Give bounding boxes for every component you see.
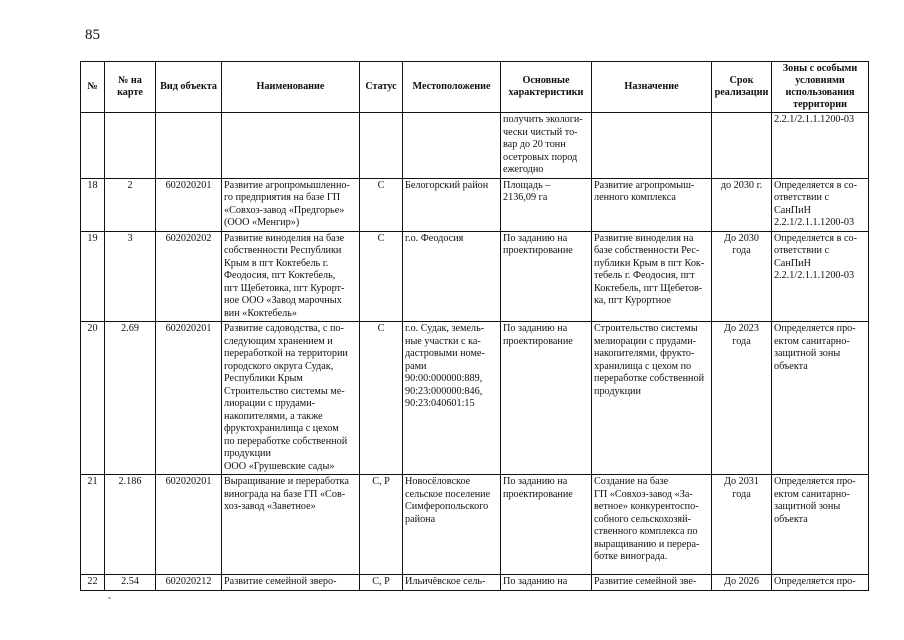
cell-map-number <box>105 178 156 231</box>
cell-name <box>222 322 360 475</box>
header-location: Местоположение <box>403 62 501 113</box>
cell-term-text: До 2030 года <box>724 232 759 256</box>
header-name: Наименование <box>222 62 360 113</box>
cell-term-text: до 2030 г. <box>720 179 763 191</box>
cell-purpose <box>592 231 712 322</box>
cell-number-text: 21 <box>87 476 98 487</box>
cell-characteristics <box>501 178 592 231</box>
cell-map-number <box>105 322 156 475</box>
cell-name <box>222 575 360 591</box>
cell-number-text: 19 <box>87 232 98 244</box>
cell-map-number-text: 2.186 <box>118 476 142 487</box>
cell-zones <box>772 475 869 575</box>
table-row <box>81 575 869 591</box>
cell-purpose-text: Строительство системы мелиорации с прудами- накопителями, фрукто- хранилища с цехом по переработке собственной продукции <box>594 323 705 397</box>
header-status: Статус <box>360 62 403 113</box>
cell-location-text: г.о. Судак, земель- ные участки с ка- дастровыми номе- рами 90:00:000000:889, 90:23:000000:846, 90:23:040601:15 <box>405 323 485 409</box>
cell-object-type <box>156 178 222 231</box>
cell-number <box>81 113 105 179</box>
cell-location <box>403 178 501 231</box>
cell-purpose <box>592 475 712 575</box>
cell-name-text: Развитие садоводства, с по- следующим хранением и переработкой на территории городского округа Судак, Республики Крым Строительство системы ме- лиорации с прудами- накопителями, а также фруктохранилища с цехом по переработке собственной продукции ООО «Грушевские сады» <box>224 323 348 472</box>
cell-object-type <box>156 475 222 575</box>
cell-object-type <box>156 575 222 591</box>
cell-characteristics <box>501 113 592 179</box>
table-body <box>81 113 869 591</box>
cell-zones <box>772 575 869 591</box>
table-row <box>81 475 869 575</box>
cell-number <box>81 322 105 475</box>
cell-purpose <box>592 575 712 591</box>
cell-term <box>712 178 772 231</box>
cell-name-text: Выращивание и переработка винограда на базе ГП «Сов- хоз-завод «Заветное» <box>224 476 349 512</box>
cell-characteristics-text: По заданию на <box>503 576 568 587</box>
cell-object-type-text: 602020212 <box>165 576 212 587</box>
cell-purpose <box>592 113 712 179</box>
cell-characteristics-text: Площадь – 2136,09 га <box>503 179 551 203</box>
cell-number-text: 18 <box>87 179 98 191</box>
cell-characteristics-text: получить экологи- чески чистый то- вар до 20 тонн осетровых пород ежегодно <box>503 114 583 175</box>
cell-location-text: Новосёловское сельское поселение Симферопольского района <box>405 476 491 525</box>
cell-purpose-text: Развитие семейной зве- <box>594 576 697 587</box>
cell-term <box>712 575 772 591</box>
cell-map-number <box>105 231 156 322</box>
cell-status-text: С <box>377 232 385 244</box>
cell-characteristics <box>501 231 592 322</box>
cell-characteristics <box>501 322 592 475</box>
cell-status-text: С, Р <box>372 576 390 587</box>
cell-purpose <box>592 178 712 231</box>
cell-status-text: С, Р <box>372 476 390 487</box>
cell-zones <box>772 231 869 322</box>
cell-characteristics-text: По заданию на проектирование <box>503 232 573 256</box>
objects-table <box>80 61 869 591</box>
cell-location <box>403 475 501 575</box>
cell-map-number-text: 2.69 <box>121 323 139 334</box>
table-header-row <box>81 62 869 113</box>
table-row <box>81 322 869 475</box>
cell-characteristics <box>501 475 592 575</box>
cell-status <box>360 113 403 179</box>
cell-location <box>403 231 501 322</box>
cell-name <box>222 475 360 575</box>
cell-status <box>360 178 403 231</box>
cell-name-text: Развитие виноделия на базе собственности Республики Крым в пгт Коктебель г. Феодосия, пгт Коктебель, пгт Щебетовка, пгт Курорт- ное ООО «Завод марочных вин «Коктебель» <box>224 232 345 319</box>
cell-zones <box>772 178 869 231</box>
cell-number <box>81 475 105 575</box>
cell-number-text: 22 <box>87 576 98 587</box>
cell-location <box>403 322 501 475</box>
cell-map-number-text: 2 <box>127 179 133 191</box>
header-characteristics: Основные характеристики <box>501 62 592 113</box>
cell-location-text: г.о. Феодосия <box>405 232 464 244</box>
header-number: № <box>81 62 105 113</box>
cell-purpose-text: Создание на базе ГП «Совхоз-завод «За- ветное» конкурентоспо- собного сельскохозяй- ственного комплекса по выращиванию и перера- ботке винограда. <box>594 476 700 562</box>
cell-zones <box>772 322 869 475</box>
cell-map-number <box>105 575 156 591</box>
cell-characteristics <box>501 575 592 591</box>
cell-object-type <box>156 113 222 179</box>
cell-object-type-text: 602020201 <box>165 179 212 191</box>
cell-zones-text: Определяется в со- ответствии с СанПиН 2.2.1/2.1.1.1200-03 <box>774 232 857 281</box>
cell-status <box>360 475 403 575</box>
header-zones: Зоны с особыми условиями использования территории <box>772 62 869 113</box>
cell-status-text: С <box>377 323 385 334</box>
cell-map-number-text: 2.54 <box>121 576 139 587</box>
cell-location <box>403 113 501 179</box>
cell-term <box>712 231 772 322</box>
cell-purpose-text: Развитие агропромыш- ленного комплекса <box>594 179 695 203</box>
cell-number-text: 20 <box>87 323 98 334</box>
cell-name <box>222 178 360 231</box>
cell-purpose <box>592 322 712 475</box>
table-row <box>81 231 869 322</box>
cell-name <box>222 231 360 322</box>
cell-number <box>81 575 105 591</box>
cell-purpose-text: Развитие виноделия на базе собственности Рес- публики Крым в пгт Кок- тебель г. Феодосия, пгт Коктебель, пгт Щебетов- ка, пгт Курортное <box>594 232 705 306</box>
header-term: Срок реализации <box>712 62 772 113</box>
cell-object-type-text: 602020201 <box>165 323 212 334</box>
cell-term <box>712 475 772 575</box>
header-map-number: № на карте <box>105 62 156 113</box>
cell-number <box>81 178 105 231</box>
cell-map-number <box>105 113 156 179</box>
cell-zones-text: Определяется про- <box>774 576 856 587</box>
cell-term-text: До 2026 <box>724 576 759 587</box>
cell-number <box>81 231 105 322</box>
cell-term-text: До 2031 года <box>724 476 759 500</box>
cell-name <box>222 113 360 179</box>
cell-zones-text: Определяется в со- ответствии с СанПиН 2.2.1/2.1.1.1200-03 <box>774 179 857 228</box>
page-number: 85 <box>85 27 100 43</box>
cell-location-text: Ильичёвское сель- <box>405 576 486 587</box>
cell-term <box>712 113 772 179</box>
scan-artifact <box>108 597 111 599</box>
header-object-type: Вид объекта <box>156 62 222 113</box>
cell-characteristics-text: По заданию на проектирование <box>503 323 573 347</box>
cell-term <box>712 322 772 475</box>
cell-map-number-text: 3 <box>127 232 133 244</box>
cell-zones <box>772 113 869 179</box>
cell-object-type <box>156 322 222 475</box>
cell-object-type-text: 602020201 <box>165 476 212 487</box>
cell-zones-text: Определяется про- ектом санитарно- защитной зоны объекта <box>774 323 856 372</box>
cell-location-text: Белогорский район <box>405 179 489 191</box>
cell-term-text: До 2023 года <box>724 323 759 347</box>
cell-object-type <box>156 231 222 322</box>
cell-status <box>360 231 403 322</box>
cell-status-text: С <box>377 179 385 191</box>
cell-name-text: Развитие семейной зверо- <box>224 576 337 587</box>
cell-zones-text: 2.2.1/2.1.1.1200-03 <box>774 114 855 125</box>
cell-characteristics-text: По заданию на проектирование <box>503 476 573 500</box>
table-row <box>81 113 869 179</box>
header-purpose: Назначение <box>592 62 712 113</box>
cell-zones-text: Определяется про- ектом санитарно- защитной зоны объекта <box>774 476 856 525</box>
cell-status <box>360 575 403 591</box>
cell-map-number <box>105 475 156 575</box>
table-row <box>81 178 869 231</box>
cell-name-text: Развитие агропромышленно- го предприятия на базе ГП «Совхоз-завод «Предгорье» (ООО «Менгир») <box>224 179 350 228</box>
cell-status <box>360 322 403 475</box>
cell-object-type-text: 602020202 <box>165 232 212 244</box>
cell-location <box>403 575 501 591</box>
